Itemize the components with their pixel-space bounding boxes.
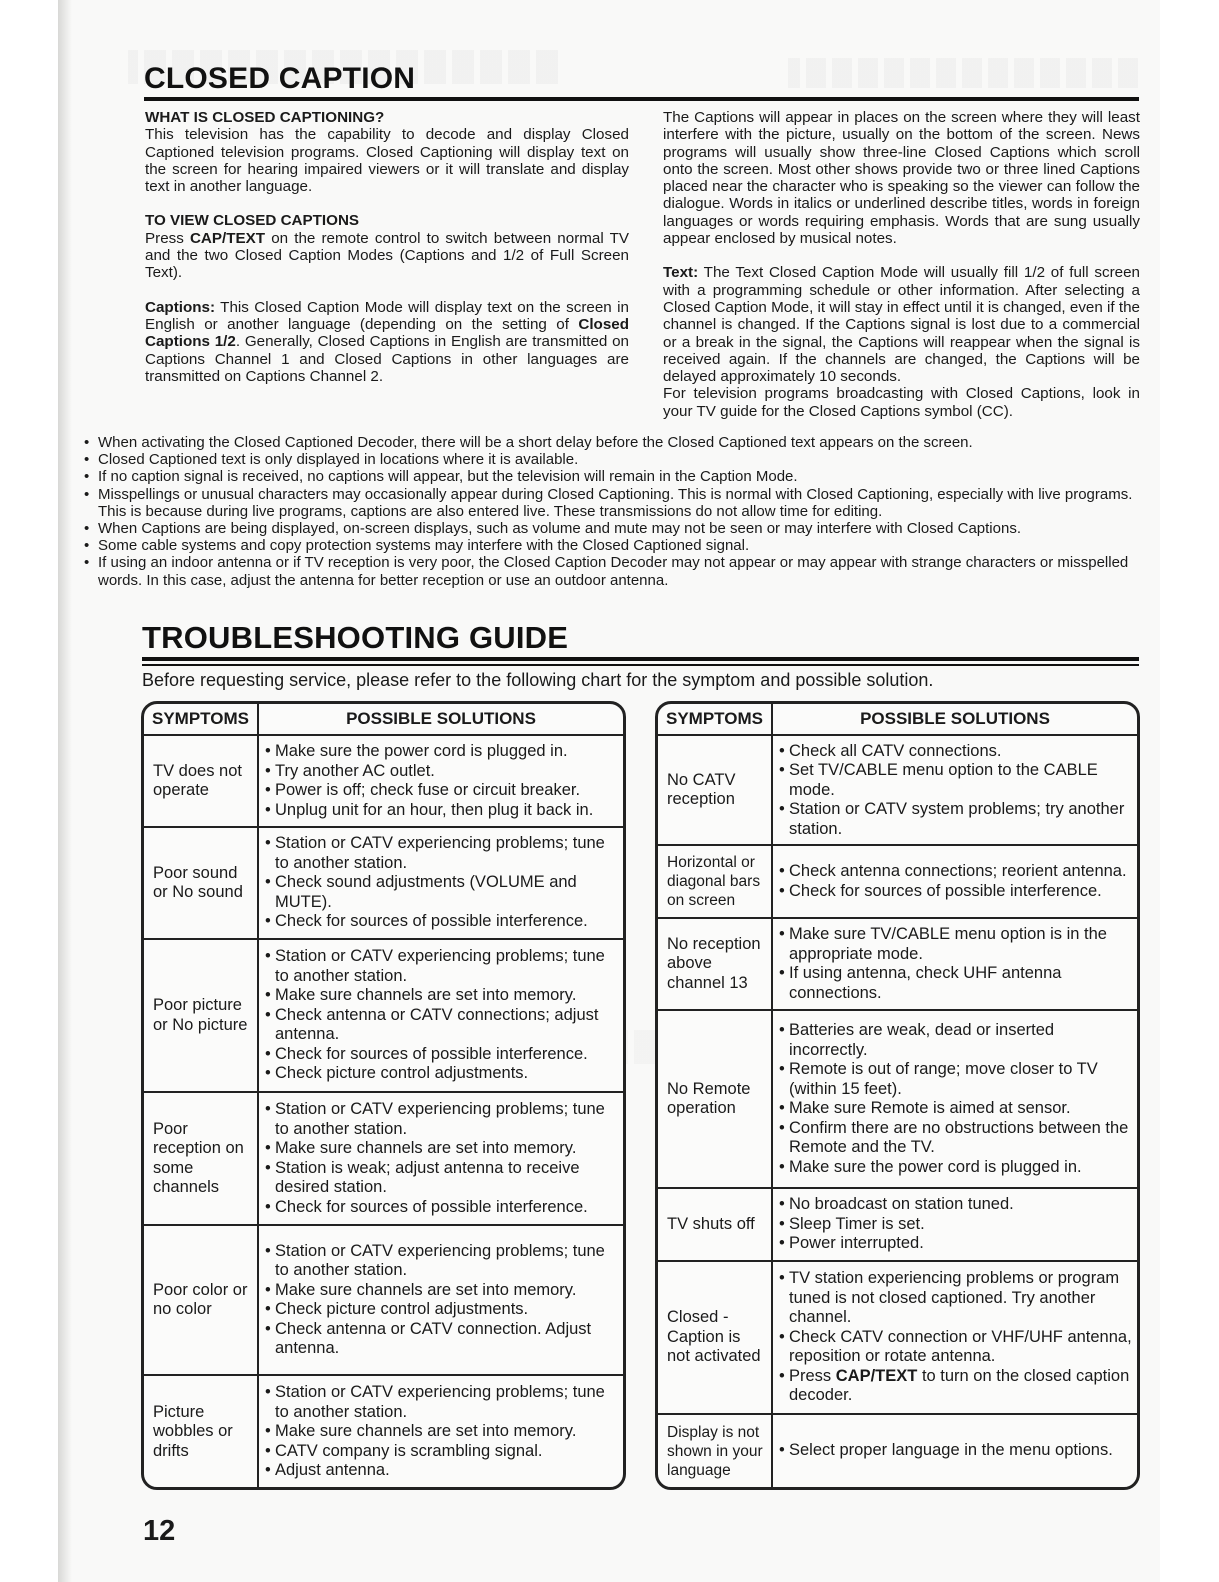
text-mode-paragraph: Text: The Text Closed Caption Mode will usually fill 1/2 of full screen with a programming schedule or other information. After selecting a Closed Caption Mode, it will stay in effect until it is changed, even if the channel is changed. If the Captions signal is lost due to a commercial or a break in the signal, the Captions will reappear when the signal is received again. If the channels are changed, the Captions will be delayed approximately 10 seconds. [663,264,1140,386]
solution-item: • Check CATV connection or VHF/UHF antenna, reposition or rotate antenna. [779,1328,1135,1367]
note-item: • If using an indoor antenna or if TV reception is very poor, the Closed Caption Decoder may not appear or may appear with strange characters or misspelled words. In this case, adjust the antenna for better reception or use an outdoor antenna. [84,554,1140,588]
solution-item: • Check sound adjustments (VOLUME and MUTE). [265,873,621,912]
solution-item: • Try another AC outlet. [265,762,621,782]
captions-placement-text: The Captions will appear in places on the screen where they will least interfere with the picture, usually on the bottom of the screen. News programs will usually show three-line Closed Captions which scroll onto the screen. Most other shows provide two or three lined Captions placed near the character who is speaking so the viewer can follow the dialogue. Words in italics or underlined describe titles, words in foreign languages or words requiring emphasis. Words that are sung usually appear enclosed by musical notes. [663,109,1140,248]
solution-item: • Station or CATV system problems; try another station. [779,800,1135,839]
symptom-cell: Poor picture or No picture [144,939,258,1092]
caption-right-column [663,109,1140,420]
captions-paragraph: Captions: This Closed Caption Mode will display text on the screen in English or another language (depending on the setting of Closed Captions 1/2. Generally, Closed Captions in English are transmitted on Captions Channel 1 and Closed Captions in other languages are transmitted on Captions Channel 2. [145,298,629,385]
solution-item: • Check for sources of possible interference. [265,1198,621,1218]
solution-item: • Power is off; check fuse or circuit breaker. [265,781,621,801]
table-row [658,1414,1137,1487]
symptom-cell: Display is not shown in your language [658,1414,772,1487]
closed-caption-title: CLOSED CAPTION [144,62,416,95]
symptoms-header: SYMPTOMS [144,704,258,735]
solution-item: • Check picture control adjustments. [265,1300,621,1320]
title-rule [144,97,1139,101]
solution-item: • Sleep Timer is set. [779,1215,1135,1235]
solution-item: • Station or CATV experiencing problems; tune to another station. [265,947,621,986]
caption-left-column [145,109,629,385]
captions-label: Captions: [145,298,216,316]
table-row [144,939,623,1092]
symptoms-header: SYMPTOMS [658,704,772,735]
solution-item: • Check picture control adjustments. [265,1064,621,1084]
solution-item: • Make sure channels are set into memory. [265,1422,621,1442]
note-item: • Closed Captioned text is only displayed in locations where it is available. [84,451,1140,468]
symptom-cell: No reception above channel 13 [658,918,772,1010]
table-row [658,1261,1137,1415]
note-item: • If no caption signal is received, no captions will appear, but the television will remain in the Caption Mode. [84,468,1140,485]
solution-item: • CATV company is scrambling signal. [265,1442,621,1462]
troubleshooting-intro: Before requesting service, please refer to the following chart for the symptom and possible solution. [142,670,934,690]
note-item: • Some cable systems and copy protection systems may interfere with the Closed Captioned signal. [84,537,1140,554]
solutions-header: POSSIBLE SOLUTIONS [258,704,623,735]
solution-item: • If using antenna, check UHF antenna connections. [779,964,1135,1003]
solution-item: • Press CAP/TEXT to turn on the closed caption decoder. [779,1367,1135,1406]
table-row [658,1188,1137,1261]
closed-captions-setting: Closed Captions 1/2 [145,315,629,351]
solution-item: • Make sure channels are set into memory. [265,1139,621,1159]
solution-item: • Check for sources of possible interference. [265,1045,621,1065]
solution-item: • Check antenna or CATV connection. Adjust antenna. [265,1320,621,1359]
page-edge-shadow [58,0,72,1582]
what-is-heading: WHAT IS CLOSED CAPTIONING? [145,109,385,126]
note-item: • When activating the Closed Captioned Decoder, there will be a short delay before the Closed Captioned text appears on the screen. [84,434,1140,451]
solution-item: • TV station experiencing problems or program tuned is not closed captioned. Try another channel. [779,1269,1135,1328]
symptom-cell: TV does not operate [144,735,258,827]
symptom-cell: Horizontal or diagonal bars on screen [658,845,772,918]
solution-item: • Check for sources of possible interference. [779,882,1135,902]
what-is-text: This television has the capability to decode and display Closed Captioned television programs. Closed Captioning will display text on the screen for hearing impaired viewers or it will translate and display text in another language. [145,126,629,196]
solution-item: • Make sure channels are set into memory. [265,1281,621,1301]
to-view-heading: TO VIEW CLOSED CAPTIONS [145,212,360,230]
page-number: 12 [143,1515,176,1547]
solution-item: • Check all CATV connections. [779,742,1135,762]
text-label: Text: [663,264,699,282]
troubleshooting-table-left [141,701,626,1490]
troubleshooting-rule-thin [142,664,1139,666]
solutions-header: POSSIBLE SOLUTIONS [772,704,1137,735]
solution-item: • Check antenna connections; reorient antenna. [779,862,1135,882]
table-row [144,1375,623,1488]
solution-item: • Batteries are weak, dead or inserted incorrectly. [779,1021,1135,1060]
solution-item: • Station or CATV experiencing problems; tune to another station. [265,1383,621,1422]
symptom-cell: Poor sound or No sound [144,827,258,939]
symptom-cell: No Remote operation [658,1010,772,1188]
solution-item: • Station is weak; adjust antenna to receive desired station. [265,1159,621,1198]
solution-item: • Make sure Remote is aimed at sensor. [779,1099,1135,1119]
solution-item: • Make sure the power cord is plugged in. [265,742,621,762]
solution-item: • Make sure TV/CABLE menu option is in the appropriate mode. [779,925,1135,964]
solution-item: • Make sure the power cord is plugged in. [779,1158,1135,1178]
table-row [144,1092,623,1225]
table-row [658,918,1137,1010]
note-item: • When Captions are being displayed, on-screen displays, such as volume and mute may not be seen or may interfere with Closed Captions. [84,520,1140,537]
symptom-cell: Poor color or no color [144,1225,258,1375]
table-row [658,845,1137,918]
solution-item: • Check antenna or CATV connections; adjust antenna. [265,1006,621,1045]
symptom-cell: TV shuts off [658,1188,772,1261]
solution-item: • No broadcast on station tuned. [779,1195,1135,1215]
solution-item: • Power interrupted. [779,1234,1135,1254]
solution-item: • Set TV/CABLE menu option to the CABLE mode. [779,761,1135,800]
cap-text-key: CAP/TEXT [189,229,266,247]
solution-item: • Station or CATV experiencing problems; tune to another station. [265,834,621,873]
tv-guide-text: For television programs broadcasting with Closed Captions, look in your TV guide for the Closed Captions symbol (CC). [663,385,1140,420]
solution-item: • Remote is out of range; move closer to TV (within 15 feet). [779,1060,1135,1099]
solution-item: • Adjust antenna. [265,1461,621,1481]
troubleshooting-rule [142,657,1139,661]
table-row [658,1010,1137,1188]
solution-item: • Station or CATV experiencing problems; tune to another station. [265,1100,621,1139]
solution-item: • Select proper language in the menu options. [779,1441,1135,1461]
symptom-cell: Poor reception on some channels [144,1092,258,1225]
symptom-cell: Closed - Caption is not activated [658,1261,772,1415]
table-row [144,1225,623,1375]
solution-item: • Unplug unit for an hour, then plug it back in. [265,801,621,821]
bleed-through-shape [788,58,1138,88]
table-row [144,827,623,939]
solution-item: • Make sure channels are set into memory. [265,986,621,1006]
note-item: • Misspellings or unusual characters may occasionally appear during Closed Captioning. This is normal with Closed Captioning, especially with live programs. This is because during live programs, captions are also entered live. These transmissions do not allow time for editing. [84,486,1140,520]
solution-item: • Check for sources of possible interference. [265,912,621,932]
troubleshooting-title: TROUBLESHOOTING GUIDE [142,620,569,655]
table-row [658,735,1137,845]
to-view-text: Press CAP/TEXT on the remote control to switch between normal TV and the two Closed Caption Modes (Captions and 1/2 of Full Screen Text). [145,229,629,282]
solution-item: • Confirm there are no obstructions between the Remote and the TV. [779,1119,1135,1158]
symptom-cell: No CATV reception [658,735,772,845]
cap-text-key: CAP/TEXT [835,1366,918,1385]
symptom-cell: Picture wobbles or drifts [144,1375,258,1488]
table-row [144,735,623,827]
caption-notes-list [84,434,1140,589]
troubleshooting-table-right [655,701,1140,1490]
solution-item: • Station or CATV experiencing problems; tune to another station. [265,1242,621,1281]
